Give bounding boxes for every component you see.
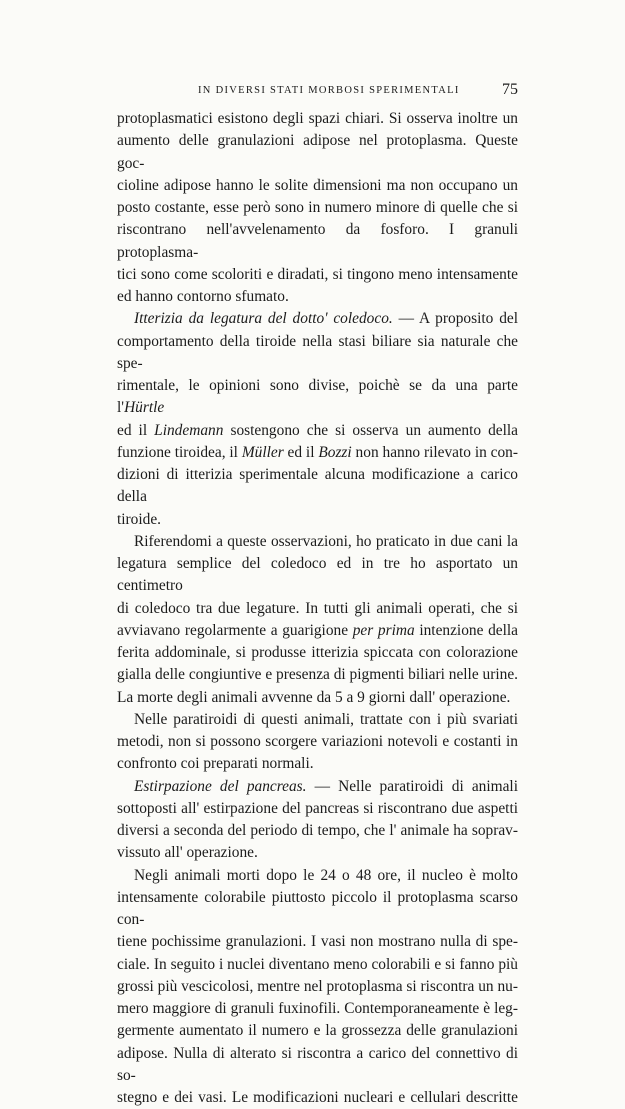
latin-phrase: per prima xyxy=(352,621,415,639)
text-line: mero maggiore di granuli fuxinofili. Contemporaneamente è leg- xyxy=(117,1000,518,1017)
text-line: sottoposti all' estirpazione del pancreas si riscontrano due aspetti xyxy=(117,799,518,817)
text-line: di coledoco tra due legature. In tutti gli animali operati, che si xyxy=(117,599,518,617)
text-line: riscontrano nell'avvelenamento da fosforo. I granuli protoplasma- xyxy=(117,221,518,261)
text-line: adipose. Nulla di alterato si riscontra a carico del connettivo di so- xyxy=(117,1044,518,1084)
text-line: tici sono come scoloriti e diradati, si tingono meno intensamente xyxy=(117,265,518,283)
text-line: funzione tiroidea, il Müller ed il Bozzi non hanno rilevato in con- xyxy=(117,443,518,461)
text-line: Riferendomi a queste osservazioni, ho praticato in due cani la xyxy=(134,532,518,550)
text-line: vissuto all' operazione. xyxy=(117,844,258,862)
author-name: Hürtle xyxy=(124,399,165,417)
text-line: La morte degli animali avvenne da 5 a 9 giorni dall' operazione. xyxy=(117,688,511,706)
section-heading-line: Itterizia da legatura del dotto' coledoco. — A proposito del xyxy=(134,310,518,328)
section-heading-line: Estirpazione del pancreas. — Nelle paratiroidi di animali xyxy=(134,777,518,795)
section-heading-itterizia: Itterizia da legatura del dotto' coledoco. xyxy=(134,310,393,328)
text-line: aumento delle granulazioni adipose nel protoplasma. Queste goc- xyxy=(117,132,518,172)
text-line: stegno e dei vasi. Le modificazioni nucleari e cellulari descritte xyxy=(117,1089,518,1106)
text-line: gialla delle congiuntive e presenza di pigmenti biliari nelle urine. xyxy=(117,666,518,684)
text-line: comportamento della tiroide nella stasi biliare sia naturale che spe- xyxy=(117,332,518,372)
text-line: ferita addominale, si produsse itterizia spiccata con colorazione xyxy=(117,644,518,661)
text-line: confronto coi preparati normali. xyxy=(117,755,314,773)
text-line: tiene pochissime granulazioni. I vasi non mostrano nulla di spe- xyxy=(117,933,518,951)
author-name: Bozzi xyxy=(318,443,352,461)
text-line: ed il Lindemann sostengono che si osserva un aumento della xyxy=(117,421,518,439)
text-line: tiroide. xyxy=(117,510,162,528)
page-number: 75 xyxy=(502,81,518,98)
author-name: Müller xyxy=(241,443,284,461)
text-line: protoplasmatici esistono degli spazi chiari. Si osserva inoltre un xyxy=(117,110,518,127)
text-line: grossi più vescicolosi, mentre nel protoplasma si riscontra un nu- xyxy=(117,977,518,995)
author-name: Lindemann xyxy=(154,421,224,439)
running-head: IN DIVERSI STATI MORBOSI SPERIMENTALI xyxy=(198,85,460,96)
text-line: diversi a seconda del periodo di tempo, che l' animale ha soprav- xyxy=(117,822,518,839)
text-line: posto costante, esse però sono in numero minore di quelle che si xyxy=(117,199,518,216)
text-line: germente aumentato il numero e la grossezza delle granulazioni xyxy=(117,1022,518,1040)
page-header xyxy=(118,81,518,103)
text-line: Negli animali morti dopo le 24 o 48 ore, il nucleo è molto xyxy=(134,866,518,884)
text-line: ciale. In seguito i nuclei diventano meno colorabili e si fanno più xyxy=(117,955,518,973)
text-line: cioline adipose hanno le solite dimensioni ma non occupano un xyxy=(117,176,518,194)
body-text xyxy=(117,108,518,1109)
text-line: legatura semplice del coledoco ed in tre ho asportato un centimetro xyxy=(117,555,518,595)
text-line: intensamente colorabile piuttosto piccolo il protoplasma scarso con- xyxy=(117,888,518,928)
text-line: Nelle paratiroidi di questi animali, trattate con i più svariati xyxy=(134,710,518,728)
text-line: rimentale, le opinioni sono divise, poichè se da una parte l'Hürtle xyxy=(117,377,518,417)
section-heading-estirpazione: Estirpazione del pancreas. xyxy=(134,777,307,795)
text-line: ed hanno contorno sfumato. xyxy=(117,288,289,305)
text-line: avviavano regolarmente a guarigione per prima intenzione della xyxy=(117,621,518,639)
text-line: metodi, non si possono scorgere variazioni notevoli e costanti in xyxy=(117,733,518,750)
text-line: dizioni di itterizia sperimentale alcuna modificazione a carico della xyxy=(117,466,518,506)
